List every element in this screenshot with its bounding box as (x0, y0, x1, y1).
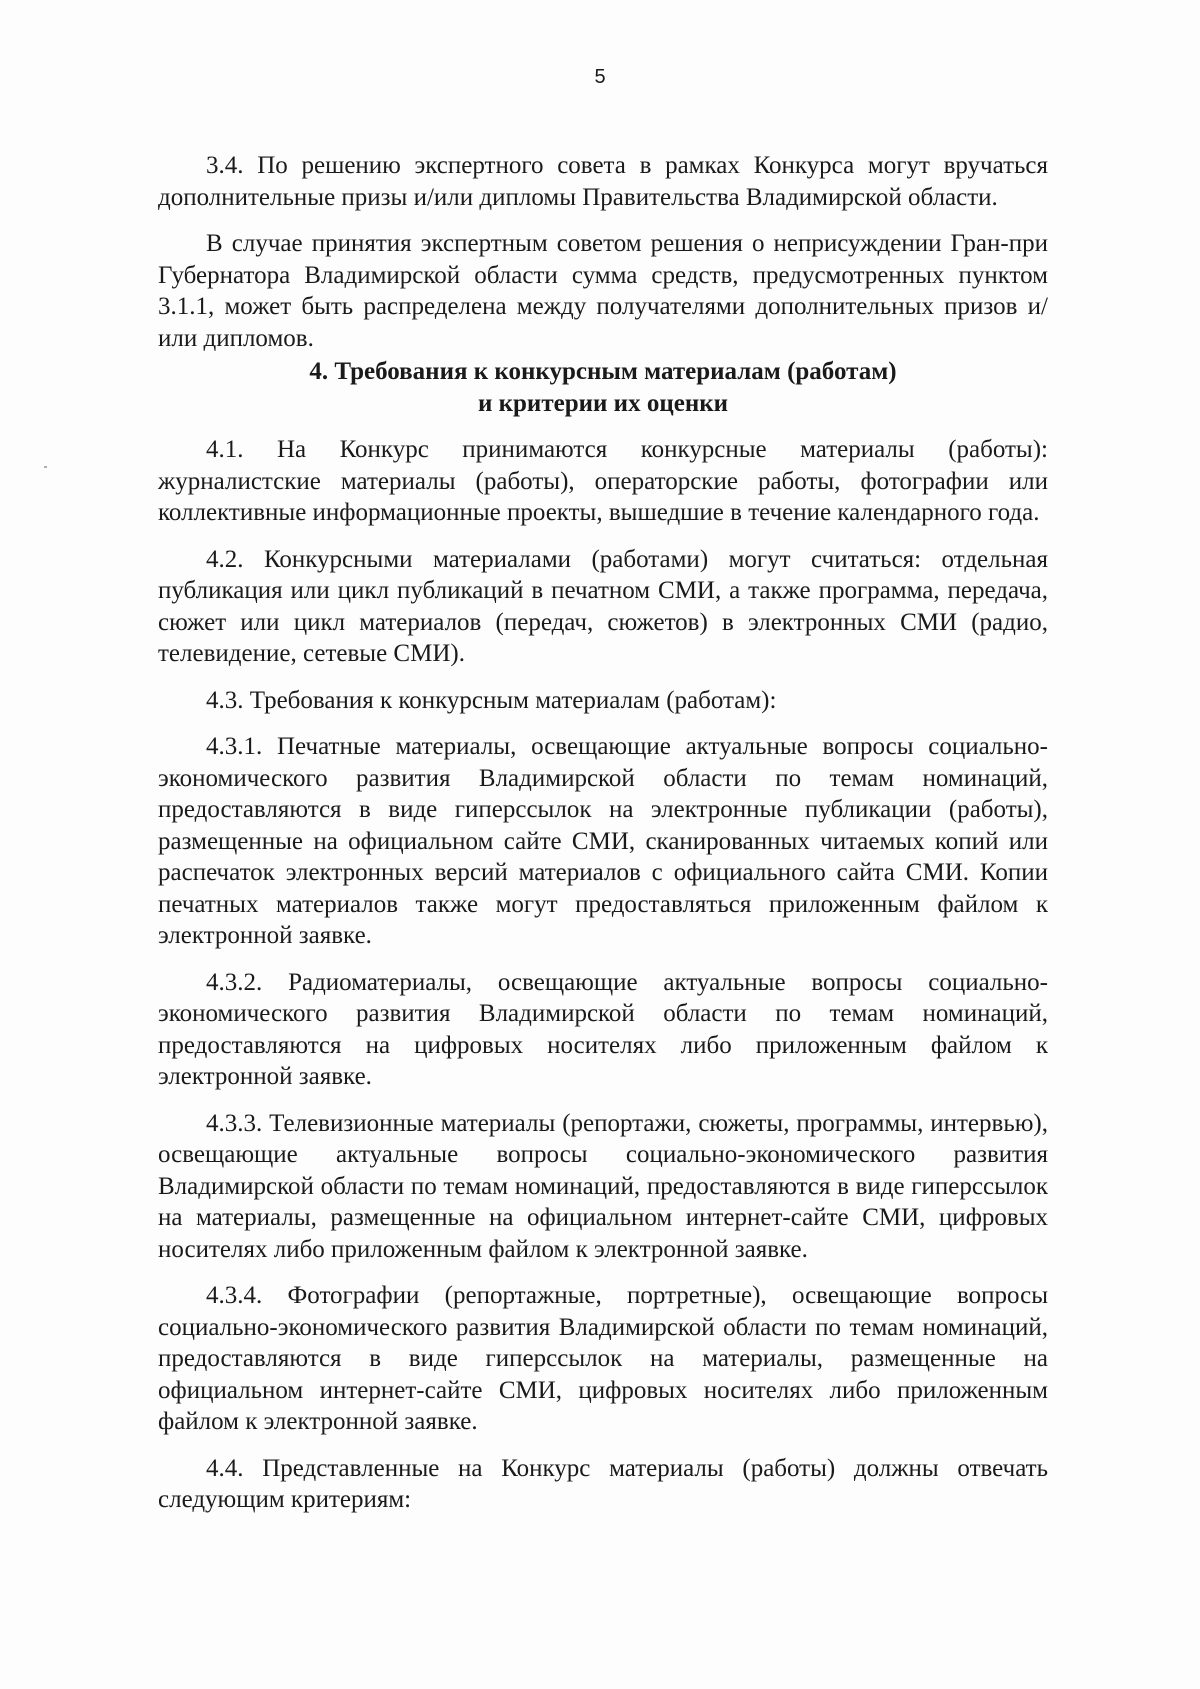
paragraph-4-3-3: 4.3.3. Телевизионные материалы (репортажи, сюжеты, программы, интервью), освещающие актуальные вопросы социально-экономического развития Владимирской области по темам номинаций, предоставляются в виде гиперссылок на материалы, размещенные на официальном интернет-сайте СМИ, цифровых носителях либо приложенным файлом к электронной заявке. (158, 1109, 1048, 1263)
paragraph-4-2: 4.2. Конкурсными материалами (работами) могут считаться: отдельная публикация или цикл публикаций в печатном СМИ, а также программа, передача, сюжет или цикл материалов (передач, сюжетов) в электронных СМИ (радио, телевидение, сетевые СМИ). (158, 545, 1048, 667)
paragraph-4-1: 4.1. На Конкурс принимаются конкурсные материалы (работы): журналистские материалы (работы), операторские работы, фотографии или коллективные информационные проекты, вышедшие в течение календарного года. (158, 436, 1048, 526)
page-number: 5 (594, 66, 606, 88)
paragraph-4-4: 4.4. Представленные на Конкурс материалы (работы) должны отвечать следующим критериям: (158, 1454, 1048, 1513)
paragraph-4-3-2: 4.3.2. Радиоматериалы, освещающие актуальные вопросы социально-экономического развития Владимирской области по темам номинаций, предоставляются на цифровых носителях либо приложенным файлом к электронной заявке. (158, 968, 1048, 1090)
paragraph-4-3-1: 4.3.1. Печатные материалы, освещающие актуальные вопросы социально-экономического развития Владимирской области по темам номинаций, предоставляются в виде гиперссылок на электронные публикации (работы), размещенные на официальном сайте СМИ, сканированных читаемых копий или распечаток электронных версий материалов с официального сайта СМИ. Копии печатных материалов также могут предоставляться приложенным файлом к электронной заявке. (158, 733, 1048, 949)
paragraph-4-3: 4.3. Требования к конкурсным материалам (работам): (206, 686, 777, 714)
document-body (158, 150, 1048, 1531)
paragraph-3-4: 3.4. По решению экспертного совета в рамках Конкурса могут вручаться дополнительные призы и/или дипломы Правительства Владимирской области. (158, 152, 1048, 211)
scan-margin-mark (44, 466, 47, 468)
section-heading-line-1: 4. Требования к конкурсным материалам (работам) (309, 358, 897, 385)
paragraph-4-3-4: 4.3.4. Фотографии (репортажные, портретные), освещающие вопросы социально-экономического развития Владимирской области по темам номинаций, предоставляются в виде гиперссылок на материалы, размещенные на официальном интернет-сайте СМИ, цифровых носителях либо приложенным файлом к электронной заявке. (158, 1282, 1048, 1435)
section-heading (158, 356, 1048, 419)
paragraph-grand-prix: В случае принятия экспертным советом решения о неприсуждении Гран-при Губернатора Владимирской области сумма средств, предусмотренных пунктом 3.1.1, может быть распределена между получателями дополнительных призов и/или дипломов. (158, 230, 1048, 352)
section-heading-line-2: и критерии их оценки (477, 389, 729, 417)
